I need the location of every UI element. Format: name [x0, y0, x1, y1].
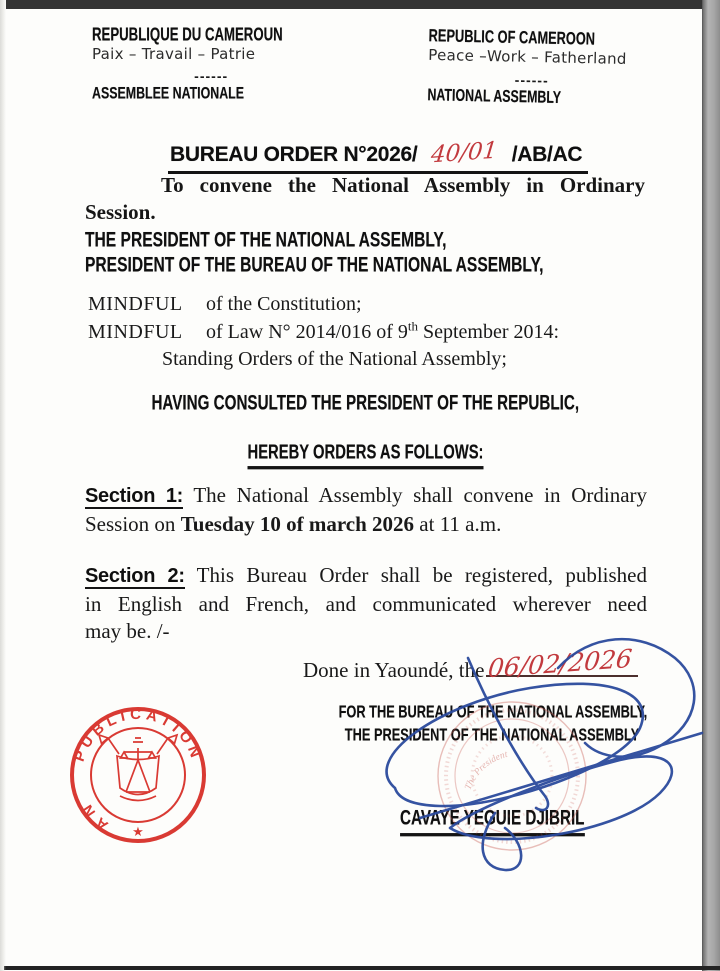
header-english-column: [427, 28, 637, 109]
order-title-prefix: BUREAU ORDER N°2026/: [170, 143, 418, 166]
mindful-row-1: [88, 291, 653, 319]
authority-lines: [85, 229, 658, 277]
mindful-label-1: MINDFUL: [88, 293, 183, 315]
stamp-text-publication: PUBLICATION: [70, 705, 206, 764]
section-1: [85, 482, 647, 538]
mindful-text-1: of the Constitution;: [206, 293, 362, 315]
order-purpose: [85, 172, 645, 226]
scan-edge-left: [0, 0, 6, 971]
mindful-row-2: [88, 319, 653, 347]
svg-text:AN: [76, 796, 112, 833]
section-1-line-2: [85, 511, 647, 539]
section-2-label: Section 2:: [85, 565, 185, 587]
section-2-line-2: in English and French, and communicated wherever need: [85, 591, 647, 616]
handwritten-date: 06/02/2026: [487, 643, 634, 684]
section-1-l2b: at 11 a.m.: [414, 511, 502, 536]
president-line: THE PRESIDENT OF THE NATIONAL ASSEMBLY: [345, 726, 640, 745]
header-divider-en: ------: [514, 71, 549, 89]
publication-stamp: [60, 694, 216, 856]
session-date-bold: Tuesday 10 of march 2026: [180, 511, 415, 536]
assembly-title-fr: ASSEMBLEE NATIONALE: [92, 84, 245, 103]
signatory-name-row: [330, 808, 655, 835]
coat-of-arms-icon: [99, 735, 177, 801]
section-1-label: Section 1:: [85, 485, 184, 507]
purpose-line-1: To convene the National Assembly in Ordinary: [161, 173, 645, 197]
motto-fr: Paix – Travail – Patrie: [92, 45, 256, 63]
mindful-continuation: Standing Orders of the National Assembly;: [162, 348, 507, 370]
section-1-l2a: Session on: [85, 511, 181, 536]
scan-edge-bottom: [4, 966, 720, 970]
closing-line: [303, 643, 638, 684]
header-divider-fr: ------: [194, 68, 229, 84]
having-consulted-line: [85, 393, 645, 415]
handwritten-order-number: 40/01: [430, 137, 500, 169]
motto-en: Peace –Work – Fatherland: [428, 45, 627, 68]
mindful-text-2b: September 2014:: [417, 320, 560, 343]
done-text: Done in Yaoundé, the: [303, 658, 485, 682]
authority-line-2: PRESIDENT OF THE BUREAU OF THE NATIONAL ASSEMBLY,: [85, 252, 544, 278]
header-french-column: [92, 26, 330, 103]
scan-edge-top: [6, 0, 720, 9]
recitals: [88, 291, 653, 374]
for-bureau-line: FOR THE BUREAU OF THE NATIONAL ASSEMBLY,: [338, 703, 647, 722]
section-1-rest: The National Assembly shall convene in Ordinary: [183, 483, 648, 507]
section-2-line-1: [85, 562, 647, 591]
purpose-line-2: Session.: [85, 200, 156, 224]
scan-edge-right: [702, 0, 720, 971]
handwritten-date-field: [486, 643, 638, 684]
republic-title-fr: REPUBLIQUE DU CAMEROUN: [92, 25, 283, 45]
republic-title-en: REPUBLIC OF CAMEROON: [428, 26, 596, 50]
section-2-line-3: may be. /-: [85, 619, 170, 643]
signature-block: [330, 702, 655, 747]
section-2: [85, 562, 647, 646]
section-2-rest: This Bureau Order shall be registered, published: [184, 563, 648, 587]
authority-line-1: THE PRESIDENT OF THE NATIONAL ASSEMBLY,: [85, 227, 447, 253]
mindful-text-2: [206, 319, 653, 347]
stamp-star-icon: ★: [132, 824, 144, 839]
hereby-orders-line: [85, 441, 645, 468]
order-title-suffix: /AB/AC: [511, 143, 583, 166]
mindful-label-2: MINDFUL: [88, 320, 183, 343]
order-title: [168, 137, 588, 174]
hereby-orders-text: HEREBY ORDERS AS FOLLOWS:: [247, 440, 483, 470]
president-stamp-text: The President: [463, 749, 509, 792]
section-1-line-1: [85, 482, 647, 511]
having-consulted-text: HAVING CONSULTED THE PRESIDENT OF THE REPUBLIC,: [151, 391, 579, 415]
signatory-name: CAVAYE YEGUIE DJIBRIL: [400, 807, 584, 837]
stamp-text-an: AN: [75, 796, 112, 834]
mindful-text-2a: of Law N° 2014/016 of 9: [206, 320, 408, 343]
svg-text:The President: [463, 750, 508, 792]
mindful-ordinal-sup: th: [407, 317, 418, 333]
assembly-title-en: NATIONAL ASSEMBLY: [427, 85, 562, 108]
